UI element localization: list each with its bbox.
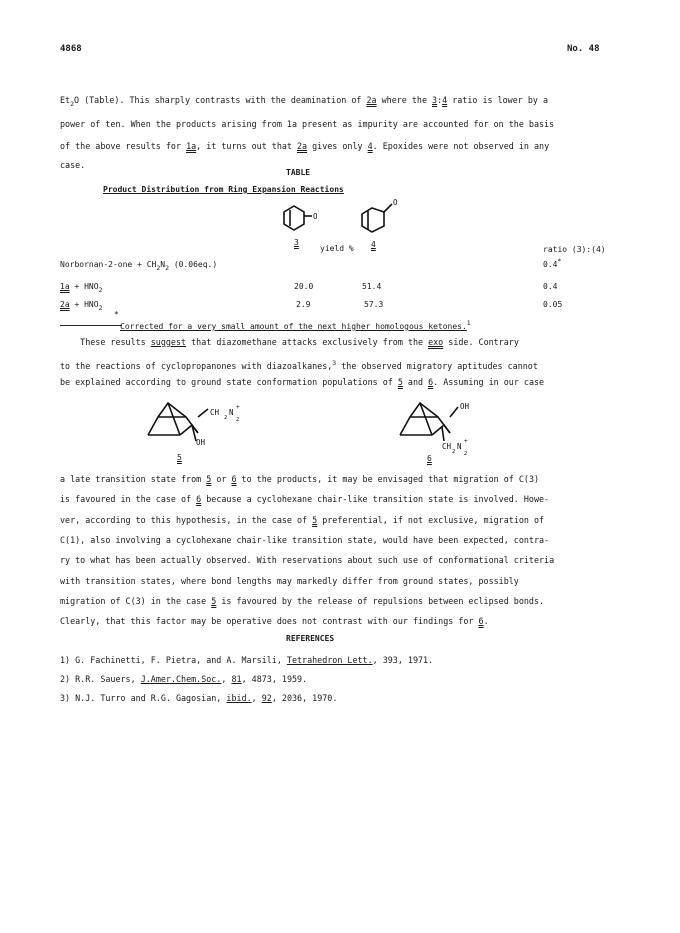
table-label: TABLE	[286, 168, 311, 177]
page-number: 4868	[60, 44, 82, 54]
svg-text:2: 2	[236, 417, 240, 423]
table-row-2-ratio: 0.4	[543, 282, 558, 291]
structure-6-number: 6	[427, 454, 432, 463]
reference-2: 2) R.R. Sauers, J.Amer.Chem.Soc., 81, 4873, 1959.	[60, 674, 308, 684]
journal-issue: No. 48	[567, 44, 600, 54]
table-row-3-yield-4: 57.3	[364, 300, 384, 309]
svg-text:2: 2	[452, 449, 456, 455]
para2-line2: to the reactions of cyclopropanones with diazoalkanes,$^3$ the observed migratory aptitudes cannot	[60, 359, 538, 371]
para3-line4: C(1), also involving a cyclohexane chair-like transition state, would have been expected, contra-	[60, 535, 550, 545]
svg-text:N: N	[457, 442, 462, 451]
svg-text:2: 2	[464, 451, 468, 457]
para2-line1: These results suggest that diazomethane attacks exclusively from the exo side. Contrary	[80, 337, 519, 347]
para1-line3: of the above results for 1a, it turns out that 2a gives only 4. Epoxides were not observed in any	[60, 141, 550, 151]
structure-5-icon	[140, 395, 250, 457]
para1-line1: $Et_2O$ (Table). This sharply contrasts with the deamination of 2a where the 3:4 ratio is lower by a	[60, 95, 549, 108]
svg-text:N: N	[229, 408, 234, 417]
table-row-1-label: Norbornan-2-one + $CH_2N_2$ (0.06eq.)	[60, 260, 218, 272]
svg-text:OH: OH	[196, 438, 206, 447]
structure-3-icon	[278, 198, 330, 238]
para3-line1: a late transition state from 5 or 6 to the products, it may be envisaged that migration of C(3)	[60, 474, 540, 484]
table-row-2-yield-3: 20.0	[294, 282, 314, 291]
table-row-2-label: $1a + HNO_2$	[60, 282, 103, 294]
svg-text:O: O	[393, 198, 398, 207]
references-heading: REFERENCES	[286, 634, 335, 643]
svg-text:CH: CH	[210, 408, 220, 417]
table-row-3-yield-3: 2.9	[296, 300, 311, 309]
svg-text:+: +	[464, 438, 468, 445]
table-row-3-label: $2a + HNO_2$	[60, 300, 103, 312]
para2-line3: be explained according to ground state conformation populations of 5 and 6. Assuming in our case	[60, 377, 545, 387]
para3-line3: ver, according to this hypothesis, in the case of 5 preferential, if not exclusive, migration of	[60, 515, 545, 525]
yield-label: yield %	[320, 244, 354, 253]
para1-line2: power of ten. When the products arising from 1a present as impurity are accounted for on the basis	[60, 119, 555, 129]
reference-1: 1) G. Fachinetti, F. Pietra, and A. Marsili, Tetrahedron Lett., 393, 1971.	[60, 655, 434, 665]
table-rule	[60, 325, 122, 326]
ratio-label: ratio (3):(4)	[543, 245, 606, 254]
table-row-2-yield-4: 51.4	[362, 282, 382, 291]
svg-text:OH: OH	[460, 402, 470, 411]
table-footnote: Corrected for a very small amount of the next higher homologous ketones.$^1$	[120, 319, 471, 331]
col-3-label: 3	[294, 238, 299, 247]
reference-3: 3) N.J. Turro and R.G. Gagosian, ibid., 92, 2036, 1970.	[60, 693, 338, 703]
para3-line5: ry to what has been actually observed. With reservations about such use of conformational criteria	[60, 555, 555, 565]
table-title: Product Distribution from Ring Expansion Reactions	[103, 185, 344, 194]
col-4-label: 4	[371, 240, 376, 249]
table-row-1-ratio: 0.4*	[543, 257, 562, 269]
svg-text:CH: CH	[442, 442, 452, 451]
para3-line6: with transition states, where bond lengths may markedly differ from ground states, possibly	[60, 576, 519, 586]
structure-5-number: 5	[177, 453, 182, 462]
para3-line8: Clearly, that this factor may be operative does not contrast with our findings for 6.	[60, 616, 489, 626]
structure-4-icon	[354, 196, 414, 240]
structure-6-icon	[392, 395, 502, 461]
svg-text:+: +	[236, 404, 240, 411]
para3-line2: is favoured in the case of 6 because a cyclohexane chair-like transition state is involved. Howe-	[60, 494, 550, 504]
table-row-3-ratio: 0.05	[543, 300, 563, 309]
svg-text:O: O	[313, 212, 318, 221]
para3-line7: migration of C(3) in the case 5 is favoured by the release of repulsions between eclipsed bonds.	[60, 596, 545, 606]
svg-text:2: 2	[224, 415, 228, 421]
footnote-mark: *	[114, 310, 119, 319]
para1-line4: case.	[60, 160, 86, 170]
